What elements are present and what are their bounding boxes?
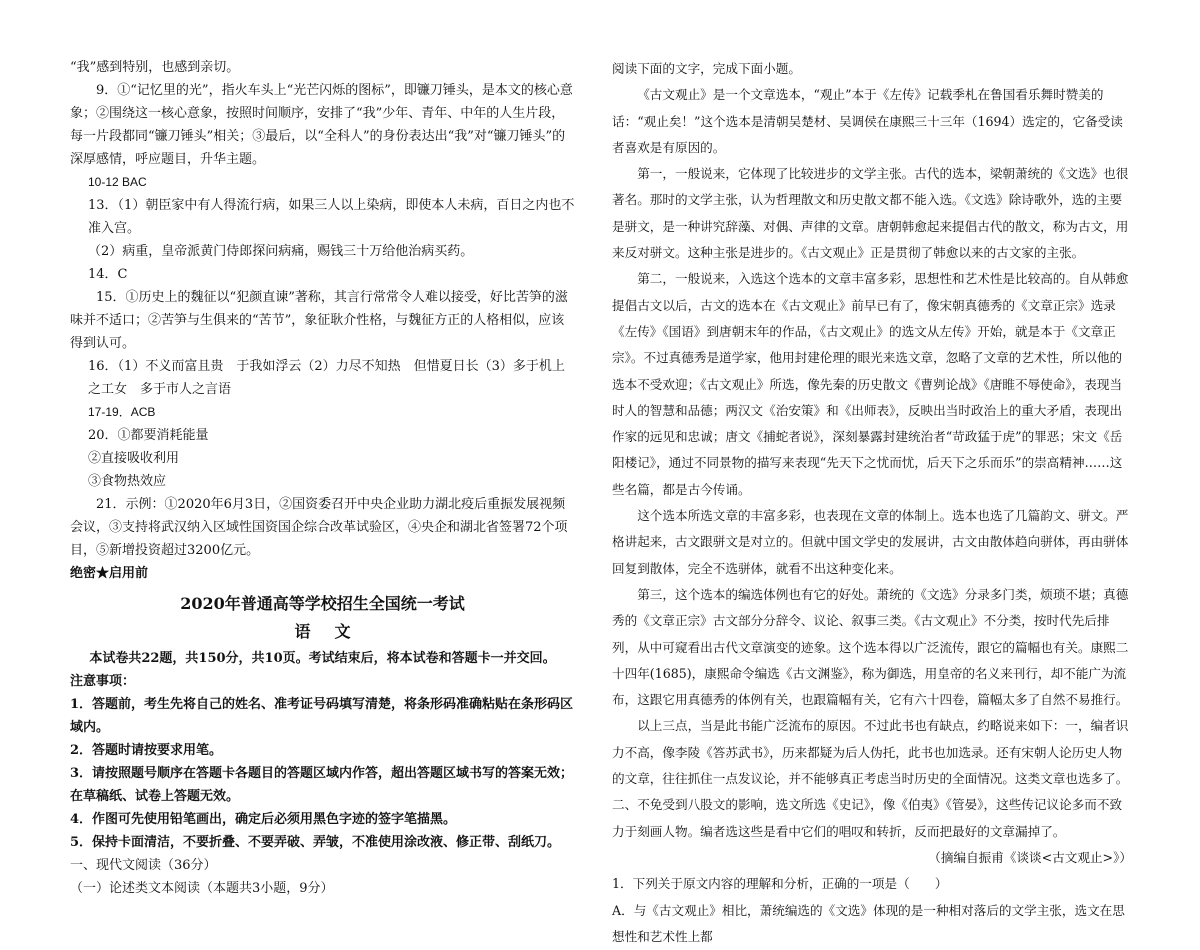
note-item: 3．请按照题号顺序在答题卡各题目的答题区域内作答，超出答题区域书写的答案无效；在草稿纸、试卷上答题无效。	[70, 762, 575, 808]
question-1: 1．下列关于原文内容的理解和分析，正确的一项是（ ）	[612, 871, 1132, 897]
answer-13-1: 13．（1）朝臣家中有人得流行病，如果三人以上染病，即使本人未病，百日之内也不准入宫。	[70, 194, 575, 240]
note-item: 1．答题前，考生先将自己的姓名、准考证号码填写清楚，将条形码准确粘贴在条形码区域内。	[70, 693, 575, 739]
answer-13-2: （2）病重，皇帝派黄门侍郎探问病痛，赐钱三十万给他治病买药。	[70, 240, 575, 263]
answer-21: 21．示例：①2020年6月3日，②国资委召开中央企业助力湖北疫后重振发展视频会议，③支持将武汉纳入区域性国资国企综合改革试验区，④央企和湖北省签署72个项目，⑤新增投资超过3200亿元。	[70, 493, 575, 562]
note-item: 4．作图可先使用铅笔画出，确定后必须用黑色字迹的签字笔描黑。	[70, 808, 575, 831]
answer-17-19: 17-19．ACB	[70, 401, 575, 424]
left-column	[70, 56, 575, 900]
confidential-label: 绝密★启用前	[70, 562, 575, 585]
subject-title: 语文	[70, 617, 575, 647]
answer-10-12: 10-12 BAC	[70, 171, 575, 194]
answer-20-1: 20．①都要消耗能量	[70, 424, 575, 447]
passage-paragraph: 第三，这个选本的编选体例也有它的好处。萧统的《文选》分录多门类，烦琐不堪；真德秀的《文章正宗》古文部分分辞令、议论、叙事三类。《古文观止》不分类，按时代先后排列，从中可窥看出古代文章演变的迹象。这个选本得以广泛流传，跟它的篇幅也有关。康熙二十四年(1685)，康熙命令编选《古文渊鉴》，称为御选，用皇帝的名义来刊行，却不能广为流布，这跟它用真德秀的体例有关，也跟篇幅有关，它有六十四卷，篇幅太多了自然不易推行。	[612, 582, 1132, 713]
right-column	[612, 56, 1132, 950]
answer-14: 14．C	[70, 263, 575, 286]
notes-title: 注意事项：	[70, 670, 575, 693]
exam-title: 2020年普通高等学校招生全国统一考试	[70, 591, 575, 617]
answer-16: 16．（1）不义而富且贵 于我如浮云（2）力尽不知热 但惜夏日长（3）多于机上之工女 多于市人之言语	[70, 355, 575, 401]
answer-20-3: ③食物热效应	[70, 470, 575, 493]
subsection-heading: （一）论述类文本阅读（本题共3小题，9分）	[70, 877, 575, 900]
section-heading: 一、现代文阅读（36分）	[70, 854, 575, 877]
note-item: 2．答题时请按要求用笔。	[70, 739, 575, 762]
passage-paragraph: 第二，一般说来，入选这个选本的文章丰富多彩，思想性和艺术性是比较高的。自从韩愈提倡古文以后，古文的选本在《古文观止》前早已有了，像宋朝真德秀的《文章正宗》选录《左传》《国语》到唐朝末年的作品，《古文观止》的选文从左传》开始，就是本于《文章正宗》。不过真德秀是道学家，他用封建伦理的眼光来选文章，忽略了文章的艺术性，所以他的选本不受欢迎；《古文观止》所选，像先秦的历史散文《曹刿论战》《唐睢不辱使命》，表现当时人的智慧和品德；两汉文《治安策》和《出师表》，反映出当时政治上的重大矛盾，表现出作家的远见和忠诚；唐文《捕蛇者说》，深刻暴露封建统治者“苛政猛于虎”的罪恶；宋文《岳阳楼记》，通过不同景物的描写来表现“先天下之忧而忧，后天下之乐而乐”的崇高精神……这些名篇，都是古今传诵。	[612, 266, 1132, 503]
exam-summary: 本试卷共22题，共150分，共10页。考试结束后，将本试卷和答题卡一并交回。	[70, 647, 575, 670]
passage-paragraph: 以上三点，当是此书能广泛流布的原因。不过此书也有缺点，约略说来如下：一，编者识力不高，像李陵《答苏武书》，历来都疑为后人伪托，此书也加选录。还有宋朝人论历史人物的文章，往往抓住一点发议论，并不能够真正考虑当时历史的全面情况。这类文章也选多了。二、不免受到八股文的影响，选文所选《史记》，像《伯夷》《管晏》，这些传记议论多而不致力于刻画人物。编者选这些是看中它们的唱叹和转折，反而把最好的文章漏掉了。	[612, 713, 1132, 844]
passage-source: （摘编自振甫《谈谈<古文观止>》）	[612, 845, 1132, 871]
reading-instruction: 阅读下面的文字，完成下面小题。	[612, 56, 1132, 82]
answer-15: 15．①历史上的魏征以“犯颜直谏”著称，其言行常常令人难以接受，好比苦笋的滋味并不适口；②苦笋与生俱来的“苦节”，象征耿介性格，与魏征方正的人格相似，应该得到认可。	[70, 286, 575, 355]
passage-paragraph: 《古文观止》是一个文章选本，“观止”本于《左传》记载季札在鲁国看乐舞时赞美的话：“观止矣！”这个选本是清朝吴楚材、吴调侯在康熙三十三年（1694）选定的，它备受读者喜欢是有原因的。	[612, 82, 1132, 161]
note-item: 5．保持卡面清洁，不要折叠、不要弄破、弄皱，不准使用涂改液、修正带、刮纸刀。	[70, 831, 575, 854]
question-1-option-a: A．与《古文观止》相比，萧统编选的《文选》体现的是一种相对落后的文学主张，选文在思想性和艺术性上都	[612, 898, 1132, 950]
passage-paragraph: 第一，一般说来，它体现了比较进步的文学主张。古代的选本，梁朝萧统的《文选》也很著名。那时的文学主张，认为哲理散文和历史散文都不能入选。《文选》除诗歌外，选的主要是骈文，是一种讲究辞藻、对偶、声律的文章。唐朝韩愈起来提倡古代的散文，称为古文，用来反对骈文。这种主张是进步的。《古文观止》正是贯彻了韩愈以来的古文家的主张。	[612, 161, 1132, 266]
answer-9: 9．①“记忆里的光”，指火车头上“光芒闪烁的图标”，即镰刀锤头，是本文的核心意象；②围绕这一核心意象，按照时间顺序，安排了“我”少年、青年、中年的人生片段，每一片段都同“镰刀锤头”相关；③最后，以“全科人”的身份表达出“我”对“镰刀锤头”的深厚感情，呼应题目，升华主题。	[70, 79, 575, 171]
passage-paragraph: 这个选本所选文章的丰富多彩，也表现在文章的体制上。选本也选了几篇韵文、骈文。严格讲起来，古文跟骈文是对立的。但就中国文学史的发展讲，古文由散体趋向骈体，再由骈体回复到散体，完全不选骈体，就看不出这种变化来。	[612, 503, 1132, 582]
answer-intro: “我”感到特别，也感到亲切。	[70, 56, 575, 79]
answer-20-2: ②直接吸收利用	[70, 447, 575, 470]
